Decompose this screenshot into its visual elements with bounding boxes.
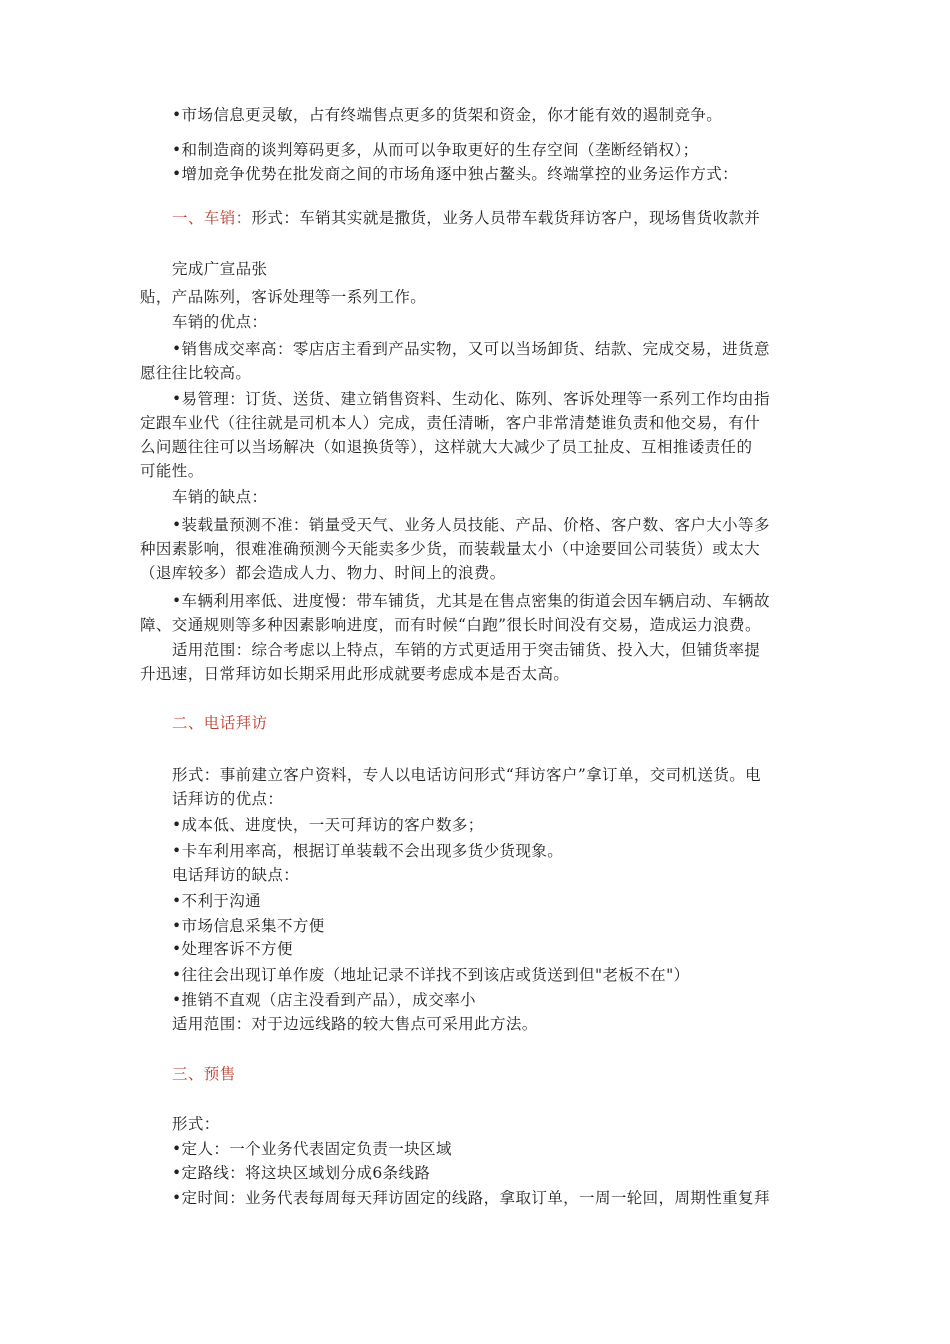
section1-adv2-line-2: 定跟车业代（往往就是司机本人）完成，责任清晰，客户非常清楚谁负责和他交易，有什 — [140, 414, 761, 432]
section1-adv-title: 车销的优点： — [172, 313, 268, 331]
section2-dis-3: •处理客诉不方便 — [172, 940, 293, 958]
section1-heading: 一、车销： — [172, 209, 252, 227]
section1-dis1-line-1: •装载量预测不准：销量受天气、业务人员技能、产品、价格、客户数、客户大小等多 — [172, 516, 770, 534]
section2-form-line-1: 形式：事前建立客户资料，专人以电话访问形式“拜访客户”拿订单，交司机送货。电 — [172, 766, 762, 784]
section1-adv2-line-3: 么问题往往可以当场解决（如退换货等），这样就大大减少了员工扯皮、互相推诿责任的 — [140, 438, 753, 456]
section3-item-1: •定人：一个业务代表固定负责一块区域 — [172, 1140, 452, 1158]
section3-item-3: •定时间：业务代表每周每天拜访固定的线路，拿取订单，一周一轮回，周期性重复拜 — [172, 1189, 770, 1207]
section2-heading: 二、电话拜访 — [172, 714, 268, 732]
section2-scope: 适用范围：对于边远线路的较大售点可采用此方法。 — [172, 1015, 538, 1033]
section2-dis-2: •市场信息采集不方便 — [172, 917, 325, 935]
section1-scope-line-1: 适用范围：综合考虑以上特点，车销的方式更适用于突击铺货、投入大，但铺货率提 — [172, 641, 761, 659]
intro-line-2: •和制造商的谈判筹码更多，从而可以争取更好的生存空间（垄断经销权）； — [172, 141, 699, 159]
section2-adv-2: •卡车利用率高，根据订单装载不会出现多货少货现象。 — [172, 842, 564, 860]
intro-line-1: •市场信息更灵敏，占有终端售点更多的货架和资金，你才能有效的遏制竞争。 — [172, 106, 723, 124]
section1-heading-line — [172, 207, 760, 229]
intro-line-3: •增加竞争优势在批发商之间的市场角逐中独占鳌头。终端掌控的业务运作方式： — [172, 165, 739, 183]
section3-form-title: 形式： — [172, 1115, 220, 1133]
section1-adv1-line-1: •销售成交率高：零店店主看到产品实物，又可以当场卸货、结款、完成交易，进货意 — [172, 340, 770, 358]
section1-adv2-line-1: •易管理：订货、送货、建立销售资料、生动化、陈列、客诉处理等一系列工作均由指 — [172, 390, 770, 408]
section2-dis-1: •不利于沟通 — [172, 892, 262, 910]
section1-dis1-line-3: （退库较多）都会造成人力、物力、时间上的浪费。 — [140, 564, 506, 582]
section1-dis2-line-2: 障、交通规则等多种因素影响进度，而有时候“白跑”很长时间没有交易，造成运力浪费。 — [140, 616, 761, 634]
section3-item-2: •定路线：将这块区域划分成6条线路 — [172, 1164, 431, 1182]
section1-line-b: 贴，产品陈列，客诉处理等一系列工作。 — [140, 288, 427, 306]
section1-line-a: 完成广宣品张 — [172, 260, 268, 278]
section2-dis-5: •推销不直观（店主没看到产品），成交率小 — [172, 991, 476, 1009]
section1-heading-rest: 形式：车销其实就是撒货，业务人员带车载货拜访客户，现场售货收款并 — [251, 209, 761, 227]
section2-adv-1: •成本低、进度快，一天可拜访的客户数多； — [172, 816, 484, 834]
section2-dis-title: 电话拜访的缺点： — [172, 866, 300, 884]
section1-scope-line-2: 升迅速，日常拜访如长期采用此形成就要考虑成本是否太高。 — [140, 665, 570, 683]
section1-dis-title: 车销的缺点： — [172, 488, 268, 506]
section1-dis1-line-2: 种因素影响，很难准确预测今天能卖多少货，而装载量太小（中途要回公司装货）或太大 — [140, 540, 761, 558]
section3-heading: 三、预售 — [172, 1065, 236, 1083]
section1-adv1-line-2: 愿往往比较高。 — [140, 364, 252, 382]
section1-dis2-line-1: •车辆利用率低、进度慢：带车铺货，尤其是在售点密集的街道会因车辆启动、车辆故 — [172, 592, 770, 610]
section2-dis-4: •往往会出现订单作废（地址记录不详找不到该店或货送到但"老板不在"） — [172, 966, 690, 984]
section1-adv2-line-4: 可能性。 — [140, 462, 204, 480]
section2-form-line-2: 话拜访的优点： — [172, 790, 284, 808]
